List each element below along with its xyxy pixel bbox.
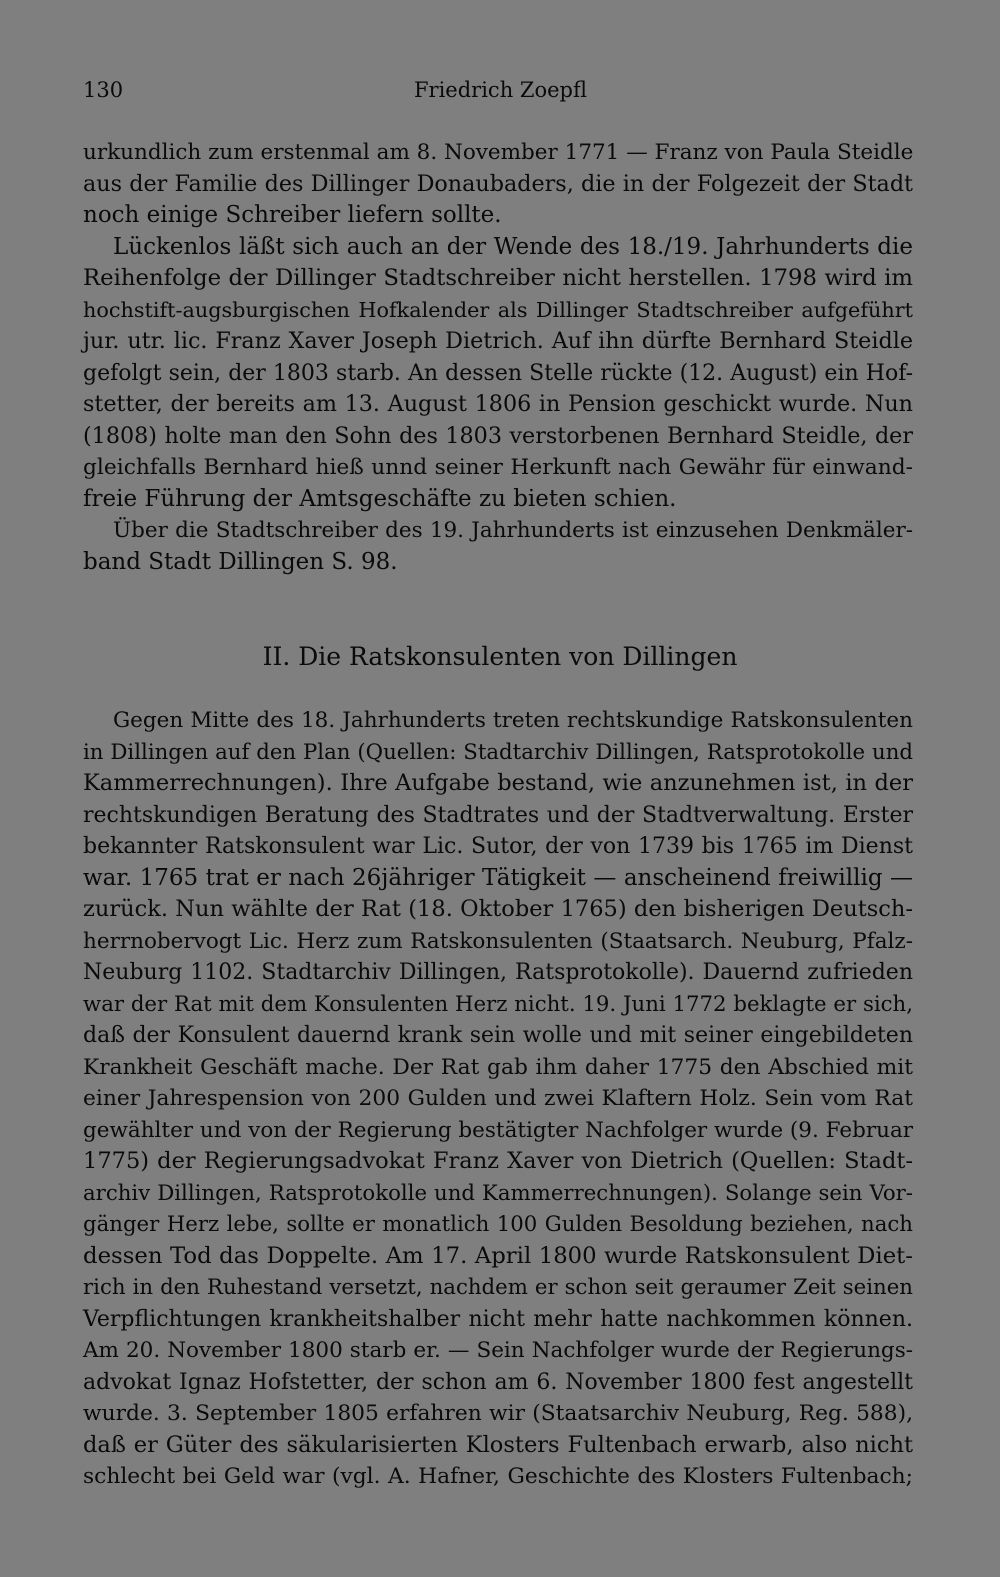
text-line: in Dillingen auf den Plan (Quellen: Stadtarchiv Dillingen, Ratsprotokolle und	[83, 739, 913, 765]
text-line: herrnobervogt Lic. Herz zum Ratskonsulenten (Staatsarch. Neuburg, Pfalz-	[83, 928, 913, 954]
page-number: 130	[83, 78, 124, 102]
text-line: Verpflichtungen krankheitshalber nicht mehr hatte nachkommen können.	[83, 1306, 913, 1332]
text-line: war der Rat mit dem Konsulenten Herz nicht. 19. Juni 1772 beklagte er sich,	[83, 991, 913, 1017]
text-line: war. 1765 trat er nach 26jähriger Tätigkeit — anscheinend freiwillig —	[83, 864, 913, 891]
text-line: daß der Konsulent dauernd krank sein wolle und mit seiner eingebildeten	[83, 1023, 913, 1048]
text-line: Gegen Mitte des 18. Jahrhunderts treten rechtskundige Ratskonsulenten	[113, 708, 913, 733]
text-line: urkundlich zum erstenmal am 8. November 1771 — Franz von Paula Steidle	[83, 140, 914, 165]
text-line: aus der Familie des Dillinger Donaubaders, die in der Folgezeit der Stadt	[83, 170, 913, 197]
text-line: archiv Dillingen, Ratsprotokolle und Kammerrechnungen). Solange sein Vor-	[83, 1180, 913, 1206]
text-line: gleichfalls Bernhard hieß unnd seiner Herkunft nach Gewähr für einwand-	[83, 455, 913, 480]
text-line: advokat Ignaz Hofstetter, der schon am 6. November 1800 fest angestellt	[83, 1369, 913, 1395]
text-line: zurück. Nun wählte der Rat (18. Oktober 1765) den bisherigen Deutsch-	[83, 896, 913, 922]
paragraph-block-1	[83, 137, 913, 578]
text-line: jur. utr. lic. Franz Xaver Joseph Dietrich. Auf ihn dürfte Bernhard Steidle	[83, 328, 913, 354]
page-header	[83, 78, 918, 108]
text-line: daß er Güter des säkularisierten Klosters Fultenbach erwarb, also nicht	[83, 1431, 913, 1458]
text-line: rich in den Ruhestand versetzt, nachdem er schon seit geraumer Zeit seinen	[83, 1275, 913, 1300]
paragraph-block-2	[83, 705, 913, 1493]
text-line: bekannter Ratskonsulent war Lic. Sutor, der von 1739 bis 1765 im Dienst	[83, 834, 913, 859]
section-heading: II. Die Ratskonsulenten von Dillingen	[262, 642, 738, 671]
text-line: band Stadt Dillingen S. 98.	[83, 548, 398, 575]
text-line: schlecht bei Geld war (vgl. A. Hafner, Geschichte des Klosters Fultenbach;	[83, 1464, 913, 1489]
text-line: Neuburg 1102. Stadtarchiv Dillingen, Ratsprotokolle). Dauernd zufrieden	[83, 960, 913, 985]
text-line: gefolgt sein, der 1803 starb. An dessen Stelle rückte (12. August) ein Hof-	[83, 360, 913, 386]
text-line: (1808) holte man den Sohn des 1803 verstorbenen Bernhard Steidle, der	[83, 422, 913, 449]
text-line: hochstift-augsburgischen Hofkalender als Dillinger Stadtschreiber aufgeführt	[83, 297, 913, 322]
text-line: Lückenlos läßt sich auch an der Wende des 18./19. Jahrhunderts die	[113, 233, 913, 260]
text-line: Über die Stadtschreiber des 19. Jahrhunderts ist einzusehen Denkmäler-	[113, 518, 913, 543]
text-line: rechtskundigen Beratung des Stadtrates und der Stadtverwaltung. Erster	[83, 802, 913, 828]
text-line: freie Führung der Amtsgeschäfte zu bieten schien.	[83, 485, 677, 512]
text-line: dessen Tod das Doppelte. Am 17. April 1800 wurde Ratskonsulent Diet-	[83, 1242, 913, 1269]
text-line: Krankheit Geschäft mache. Der Rat gab ihm daher 1775 den Abschied mit	[83, 1054, 913, 1080]
text-line: stetter, der bereits am 13. August 1806 in Pension geschickt wurde. Nun	[83, 391, 913, 417]
running-head: Friedrich Zoepfl	[413, 78, 588, 102]
text-line: gänger Herz lebe, sollte er monatlich 100 Gulden Besoldung beziehen, nach	[83, 1212, 913, 1237]
text-line: noch einige Schreiber liefern sollte.	[83, 202, 502, 228]
text-line: Am 20. November 1800 starb er. — Sein Nachfolger wurde der Regierungs-	[83, 1338, 913, 1363]
text-line: gewählter und von der Regierung bestätigter Nachfolger wurde (9. Februar	[83, 1117, 914, 1143]
text-line: Reihenfolge der Dillinger Stadtschreiber nicht herstellen. 1798 wird im	[83, 265, 913, 291]
text-line: 1775) der Regierungsadvokat Franz Xaver von Dietrich (Quellen: Stadt-	[83, 1148, 913, 1174]
text-line: Kammerrechnungen). Ihre Aufgabe bestand, wie anzunehmen ist, in der	[83, 770, 913, 796]
text-line: wurde. 3. September 1805 erfahren wir (Staatsarchiv Neuburg, Reg. 588),	[83, 1401, 913, 1426]
text-line: einer Jahrespension von 200 Gulden und zwei Klaftern Holz. Sein vom Rat	[83, 1086, 913, 1111]
